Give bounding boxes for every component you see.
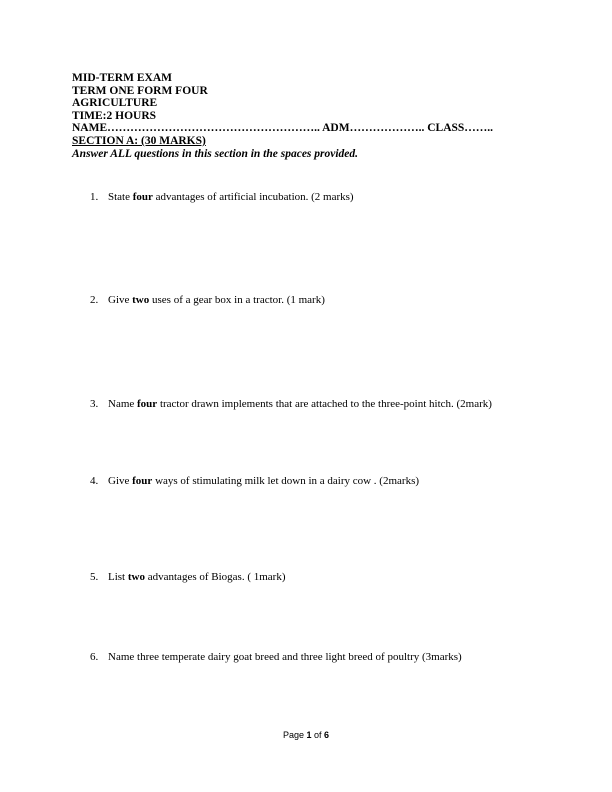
question-number: 4. (90, 475, 99, 487)
question-number: 5. (90, 571, 99, 583)
question-text-pre: List (108, 571, 128, 583)
question-text (108, 475, 419, 487)
question-keyword: four (132, 475, 153, 487)
question-text-pre: Name (108, 398, 138, 410)
question-text-post: advantages of artificial incubation. (2 marks) (152, 191, 354, 203)
question-text-post: advantages of Biogas. ( 1mark) (144, 571, 286, 583)
question-text-post: uses of a gear box in a tractor. (1 mark) (149, 294, 325, 306)
question-number: 2. (90, 294, 99, 306)
exam-header (72, 72, 542, 160)
term-line: TERM ONE FORM FOUR (72, 84, 208, 97)
question-text-pre: Give (108, 475, 133, 487)
question-text (108, 191, 354, 203)
section-instructions: Answer ALL questions in this section in the spaces provided. (72, 147, 359, 160)
time-line: TIME:2 HOURS (72, 109, 157, 122)
question-keyword: four (137, 398, 158, 410)
subject-line: AGRICULTURE (72, 97, 158, 110)
question-4 (90, 475, 419, 488)
question-keyword: two (127, 571, 145, 583)
question-1 (90, 191, 354, 204)
name-adm-class-line: NAME……………………………………………….. ADM……………….. CLASS…….. (72, 122, 494, 135)
question-text (108, 398, 492, 410)
question-number: 6. (90, 651, 99, 663)
total-page-count: 6 (324, 730, 330, 740)
page-word: Page (282, 730, 304, 740)
question-text-pre: Give (108, 294, 133, 306)
question-5 (90, 571, 286, 584)
exam-title: MID-TERM EXAM (72, 72, 172, 84)
question-text (108, 651, 462, 663)
question-text-post: tractor drawn implements that are attached to the three-point hitch. (2mark) (157, 398, 492, 410)
question-keyword: four (132, 191, 153, 203)
question-text-pre: State (108, 191, 133, 203)
question-number: 1. (90, 191, 99, 203)
question-text (108, 571, 286, 583)
question-3 (90, 398, 492, 411)
page-footer (0, 730, 612, 740)
question-6 (90, 651, 462, 664)
section-title: SECTION A: (30 MARKS) (72, 134, 206, 147)
of-word: of (314, 730, 322, 740)
question-number: 3. (90, 398, 99, 410)
question-text-post: ways of stimulating milk let down in a dairy cow . (2marks) (152, 475, 420, 487)
question-keyword: two (132, 294, 150, 306)
question-text-pre: Name three temperate dairy goat breed and three light breed of poultry (3marks) (108, 651, 462, 663)
current-page-number: 1 (306, 730, 312, 740)
question-2 (90, 294, 325, 307)
question-text (108, 294, 325, 306)
